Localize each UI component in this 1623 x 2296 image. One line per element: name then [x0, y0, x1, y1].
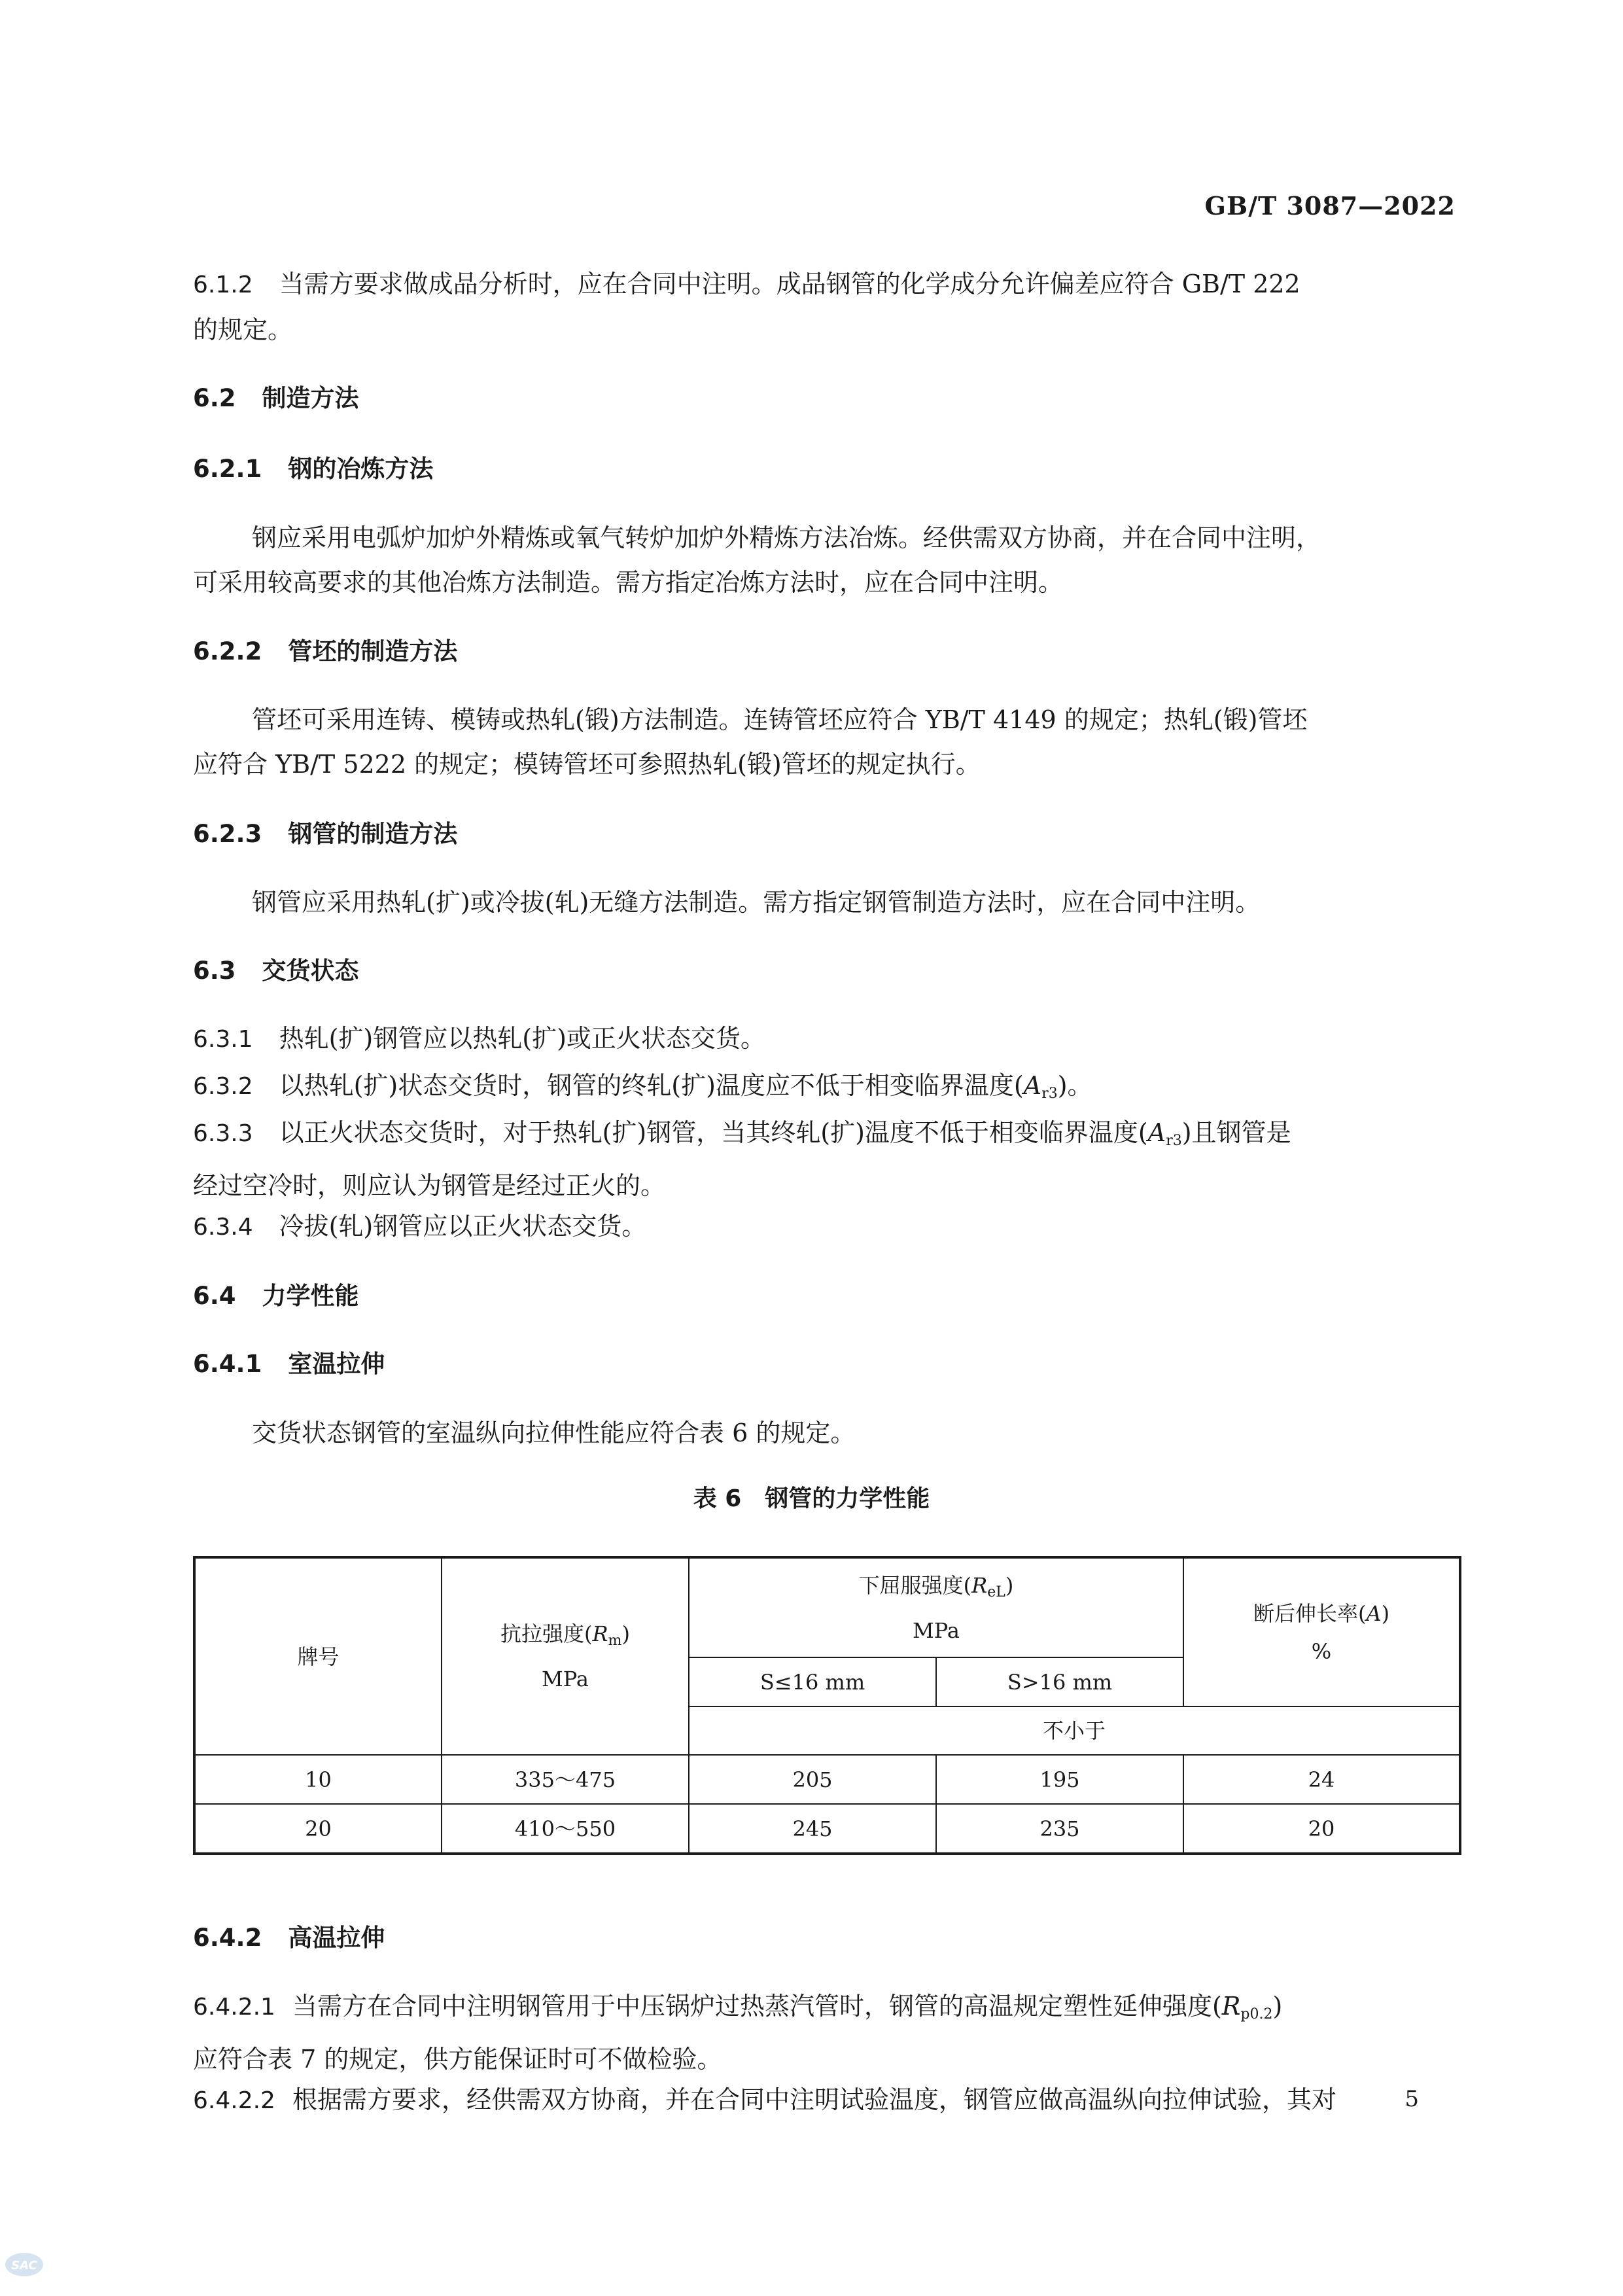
cell-yield-thick: 195 — [936, 1755, 1183, 1804]
paragraph-6-2-1: 钢应采用电弧炉加炉外精炼或氧气转炉加炉外精炼方法冶炼。经供需双方协商，并在合同中注明， 可采用较高要求的其他冶炼方法制造。需方指定冶炼方法时，应在合同中注明。 — [193, 523, 1321, 597]
section-heading-6-4-2: 6.4.2 高温拉伸 — [193, 1924, 385, 1952]
header-yield-thick: S>16 mm — [936, 1657, 1183, 1706]
clause-text-cont: 的规定。 — [193, 315, 293, 344]
cell-yield-thick: 235 — [936, 1804, 1183, 1854]
table-row — [194, 1804, 1460, 1854]
paragraph-6-2-2: 管坯可采用连铸、模铸或热轧(锻)方法制造。连铸管坯应符合 YB/T 4149 的规定；热轧(锻)管坯 应符合 YB/T 5222 的规定；模铸管坯可参照热轧(锻)管坯的规定执行。 — [193, 705, 1308, 779]
header-yield-thin: S≤16 mm — [689, 1657, 936, 1706]
section-heading-6-2-1: 6.2.1 钢的冶炼方法 — [193, 455, 434, 483]
standard-code: GB/T 3087—2022 — [1204, 191, 1456, 221]
clause-6-3-2: 6.3.2 以热轧(扩)状态交货时，钢管的终轧(扩)温度应不低于相变临界温度$(A_{r3})$。 — [193, 1071, 1092, 1102]
cell-tensile: 410～550 — [442, 1804, 689, 1854]
clause-6-3-3: 6.3.3 以正火状态交货时，对于热轧(扩)钢管，当其终轧(扩)温度不低于相变临界温度$(A_{r3})$且钢管是 经过空冷时，则应认为钢管是经过正火的。 — [193, 1118, 1291, 1200]
section-heading-6-4: 6.4 力学性能 — [193, 1282, 359, 1310]
clause-6-3-1: 6.3.1 热轧(扩)钢管应以热轧(扩)或正火状态交货。 — [193, 1024, 765, 1053]
header-tensile-strength: 抗拉强度$(R_m)$ MPa — [442, 1557, 689, 1755]
clause-6-3-4: 6.3.4 冷拔(轧)钢管应以正火状态交货。 — [193, 1212, 647, 1241]
header-elongation: 断后伸长率(A) % — [1183, 1557, 1460, 1706]
paragraph-6-2-3: 钢管应采用热轧(扩)或冷拔(轧)无缝方法制造。需方指定钢管制造方法时，应在合同中注明。 — [252, 888, 1261, 917]
cell-grade: 10 — [194, 1755, 442, 1804]
section-heading-6-2-3: 6.2.3 钢管的制造方法 — [193, 820, 458, 848]
header-yield-strength: 下屈服强度$(R_{eL})$ MPa — [689, 1557, 1183, 1657]
clause-6-1-2 — [193, 262, 1300, 352]
table-title: 表 6 钢管的力学性能 — [693, 1485, 930, 1512]
page-number: 5 — [1405, 2086, 1419, 2112]
mechanical-properties-table — [193, 1556, 1461, 1855]
clause-6-4-2-2: 6.4.2.2 根据需方要求，经供需双方协商，并在合同中注明试验温度，钢管应做高温纵向拉伸试验，其对 — [193, 2085, 1336, 2114]
cell-yield-thin: 245 — [689, 1804, 936, 1854]
cell-tensile: 335～475 — [442, 1755, 689, 1804]
header-grade: 牌号 — [194, 1557, 442, 1755]
cell-grade: 20 — [194, 1804, 442, 1854]
section-heading-6-4-1: 6.4.1 室温拉伸 — [193, 1350, 385, 1378]
clause-number: 6.1.2 — [193, 272, 253, 298]
cell-elongation: 24 — [1183, 1755, 1460, 1804]
table-row — [194, 1755, 1460, 1804]
paragraph-6-4-1: 交货状态钢管的室温纵向拉伸性能应符合表 6 的规定。 — [252, 1419, 856, 1447]
cell-elongation: 20 — [1183, 1804, 1460, 1854]
svg-text:SAC: SAC — [11, 2259, 37, 2272]
section-heading-6-2-2: 6.2.2 管坯的制造方法 — [193, 637, 458, 665]
cell-yield-thin: 205 — [689, 1755, 936, 1804]
sac-logo — [4, 2251, 44, 2278]
section-heading-6-3: 6.3 交货状态 — [193, 957, 359, 985]
clause-6-4-2-1: 6.4.2.1 当需方在合同中注明钢管用于中压锅炉过热蒸汽管时，钢管的高温规定塑性延伸强度$(R_{p0.2})$ 应符合表 7 的规定，供方能保证时可不做检验。 — [193, 1992, 1283, 2074]
clause-text: 当需方要求做成品分析时，应在合同中注明。成品钢管的化学成分允许偏差应符合 GB/T 222 — [279, 270, 1300, 298]
header-min-label: 不小于 — [689, 1706, 1460, 1755]
section-heading-6-2: 6.2 制造方法 — [193, 384, 359, 412]
